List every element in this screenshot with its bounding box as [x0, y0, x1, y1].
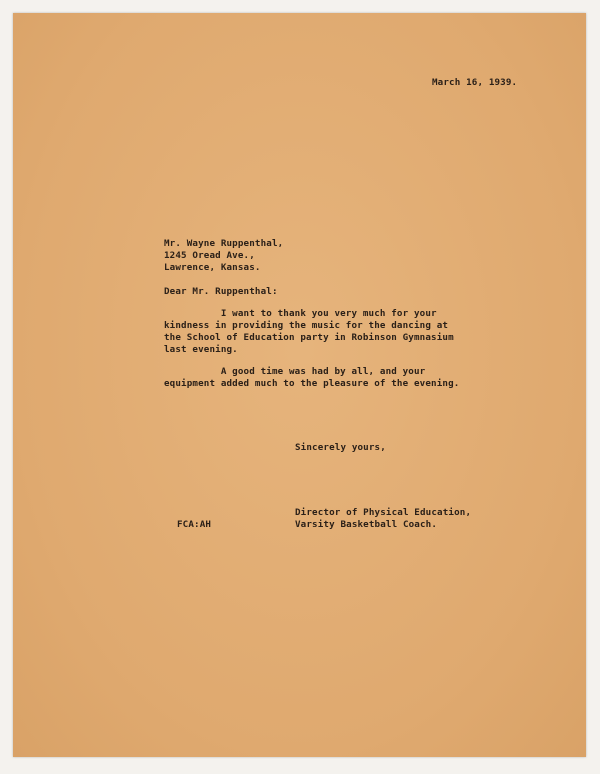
letter-sheet — [13, 13, 586, 757]
signature-title-line-2: Varsity Basketball Coach. — [295, 519, 438, 530]
body-line: last evening. — [164, 344, 238, 355]
body-line: kindness in providing the music for the dancing at — [164, 320, 449, 331]
body-line: A good time was had by all, and your — [164, 366, 426, 377]
body-line: equipment added much to the pleasure of the evening. — [164, 378, 460, 389]
salutation: Dear Mr. Ruppenthal: — [164, 286, 278, 297]
recipient-street: 1245 Oread Ave., — [164, 250, 255, 261]
body-line: I want to thank you very much for your — [164, 308, 437, 319]
closing: Sincerely yours, — [295, 442, 386, 453]
recipient-city: Lawrence, Kansas. — [164, 262, 261, 273]
letter-date: March 16, 1939. — [432, 77, 518, 88]
signature-title-line-1: Director of Physical Education, — [295, 507, 472, 518]
body-line: the School of Education party in Robinson Gymnasium — [164, 332, 454, 343]
recipient-name: Mr. Wayne Ruppenthal, — [164, 238, 284, 249]
reference-initials: FCA:AH — [177, 519, 212, 530]
